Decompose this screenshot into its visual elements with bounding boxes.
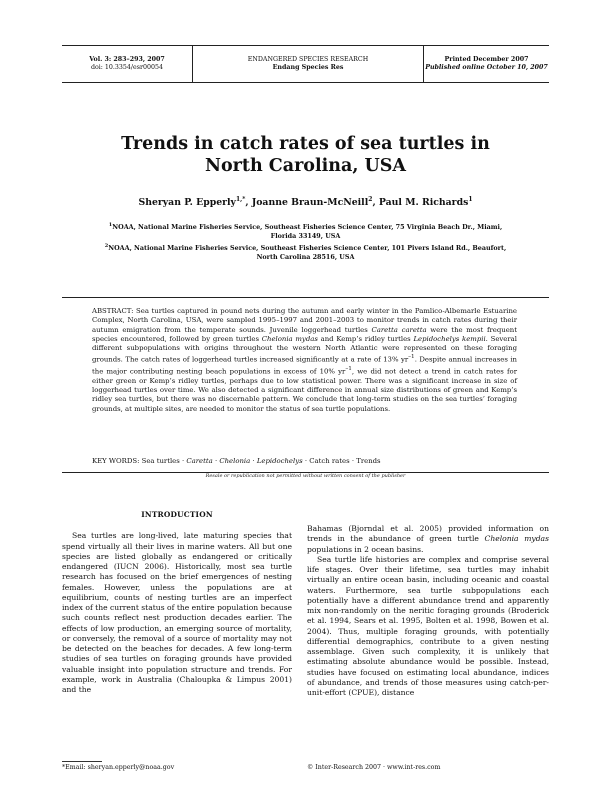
section-heading-introduction: INTRODUCTION (141, 510, 213, 519)
abstract-text: were the most frequent species encountered, followed by green turtles (92, 325, 518, 343)
journal-name-cell (192, 46, 424, 82)
abstract-text: Several different subpopulations with origins throughout the western North Atlantic were represented on these foraging grounds. The catch rates of loggerhead turtles increased significantly at a rate of 13% yr (92, 334, 517, 364)
journal-header (62, 45, 549, 83)
keyword-genus: Caretta (186, 457, 213, 465)
abstract-text: and Kemp’s ridley turtles (317, 334, 414, 343)
affiliation-1-line-1: NOAA, National Marine Fisheries Service, Southeast Fisheries Science Center, 75 Virginia Beach Dr., Miami, (112, 223, 503, 232)
abstract-label: ABSTRACT: (92, 307, 134, 315)
title-line-1: Trends in catch rates of sea turtles in (121, 134, 490, 154)
left-column (62, 510, 292, 695)
abstract-text: Sea turtles captured in pound nets during the autumn and early winter in the Pamlico-Albemarle Estuarine Complex, North Carolina, USA, were sampled 1995–1997 and 2001–2003 to monitor trends in catch rates during their autumn emigration from the temperate sounds. Juvenile loggerhead turtles (92, 307, 517, 334)
affiliation-1-number: 1 (108, 222, 113, 228)
author-2: , Joanne Braun-McNeill (245, 197, 369, 209)
body-text: populations in 2 ocean basins. (307, 544, 424, 554)
corresponding-email: *Email: sheryan.epperly@noaa.gov (62, 764, 175, 771)
species-name: Chelonia mydas (261, 334, 318, 343)
species-name: Lepidochelys kempii. (413, 334, 488, 343)
author-3-affiliation: 1 (468, 196, 473, 203)
footnote-rule (62, 761, 102, 762)
keyword-genus: Chelonia (219, 457, 251, 465)
keyword-genus: Lepidochelys (256, 457, 303, 465)
affiliation-1-line-2: Florida 33149, USA (270, 232, 341, 241)
right-column (307, 524, 549, 698)
species-name: Caretta caretta (371, 325, 427, 334)
dates-cell (424, 46, 549, 82)
resale-notice: Resale or republication not permitted without written consent of the publisher (205, 473, 406, 479)
online-date: Published online October 10, 2007 (425, 64, 548, 72)
affiliation-2-line-1: NOAA, National Marine Fisheries Service, Southeast Fisheries Science Center, 101 Pivers Island Rd., Beaufort, (108, 244, 507, 253)
body-text: Bahamas (Bjorndal et al. 2005) provided information on trends in the abundance of green turtle (307, 524, 549, 544)
affiliation-2-number: 2 (104, 243, 109, 249)
author-3: , Paul M. Richards (372, 197, 469, 209)
journal-name: ENDANGERED SPECIES RESEARCH (247, 56, 369, 63)
affiliation-2-line-2: North Carolina 28516, USA (256, 253, 355, 262)
paper-title (62, 133, 549, 177)
abstract-box (62, 297, 549, 473)
exponent: –1 (408, 354, 415, 361)
keywords-label: KEY WORDS: (92, 457, 140, 465)
author-1: Sheryan P. Epperly (138, 197, 236, 209)
keyword-text: Sea turtles · (139, 457, 187, 465)
keyword-separator: · (250, 457, 257, 465)
species-name: Chelonia mydas (484, 534, 549, 544)
affiliation-2 (90, 242, 521, 262)
journal-abbrev: Endang Species Res (272, 64, 344, 72)
body-paragraph: Sea turtles are long-lived, late maturing species that spend virtually all their lives in marine waters. All but one species are listed globally as endangered or critically endangered (IUCN 2006). Historically, most sea turtle research has focused on the brief emergences of nesting females. However, unless the populations are at equilibrium, counts of nesting turtles are an imperfect index of the current status of the entire population because such counts reflect nest production decades earlier. The effects of low production, an emerging source of mortality, or conversely, the removal of a source of mortality may not be detected on the beaches for decades. A few long-term studies of sea turtles on foraging grounds have provided valuable insight into population structure and trends. For example, work in Australia (Chaloupka & Limpus 2001) and the (62, 531, 292, 694)
keywords (92, 457, 522, 465)
keyword-text: · Catch rates · Trends (302, 457, 381, 465)
abstract (92, 307, 517, 414)
volume-citation: Vol. 3: 283–293, 2007 (89, 56, 165, 63)
abstract-text: , we did not detect a trend in catch rates for either green or Kemp’s ridley turtles, perhaps due to low statistical power. There was a significant increase in size of loggerhead turtles over time. We also detected a significant difference in annual size distributions of green and Kemp’s ridley sea turtles, but there was no discernable pattern. We conclude that long-term studies on the sea turtles’ foraging grounds, at multiple sites, are needed to monitor the status of sea turtle populations. (92, 367, 517, 413)
keyword-separator: · (212, 457, 220, 465)
body-paragraph (307, 524, 549, 555)
citation-cell (62, 46, 192, 82)
printed-date: Printed December 2007 (444, 56, 529, 63)
copyright-notice: © Inter-Research 2007 · www.int-res.com (307, 764, 441, 771)
author-2-affiliation: 2 (368, 196, 373, 203)
author-1-affiliation: 1,* (235, 196, 246, 203)
body-paragraph: Sea turtle life histories are complex and comprise several life stages. Over their lifetime, sea turtles may inhabit virtually an entire ocean basin, including oceanic and coastal waters. Furthermore, sea turtle subpopulations each potentially have a different abundance trend and apparently mix non-randomly on the neritic foraging grounds (Broderick et al. 1994, Sears et al. 1995, Bolten et al. 1998, Bowen et al. 2004). Thus, multiple foraging grounds, with potentially differential demographics, contribute to a given nesting assemblage. Given such complexity, it is unlikely that estimating absolute abundance would be possible. Instead, studies have focused on estimating local abundance, indices of abundance, and trends of those measures using catch-per-unit-effort (CPUE), distance (307, 554, 549, 697)
abstract-text: . Despite annual increases in the major contributing nesting beach populations in excess of 10% yr (92, 355, 517, 376)
exponent: –1 (345, 366, 352, 373)
doi: doi: 10.3354/esr00054 (90, 64, 164, 72)
title-line-2: North Carolina, USA (205, 156, 406, 176)
author-list (62, 196, 549, 208)
affiliation-1 (90, 221, 521, 241)
